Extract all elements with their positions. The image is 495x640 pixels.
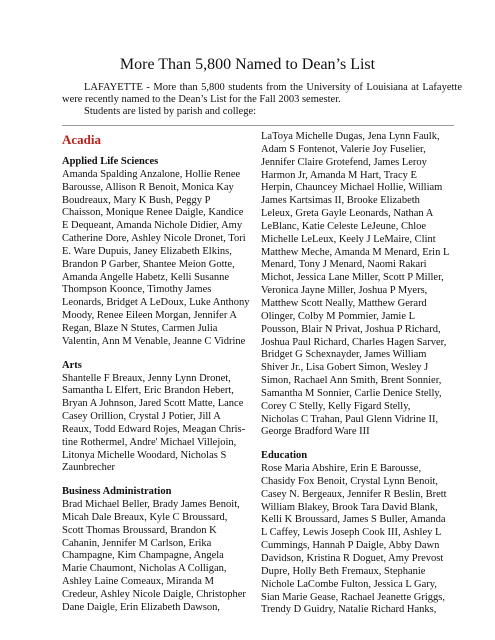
name-list-line: George Bradford Ware III	[261, 426, 370, 438]
name-list-line: Chasidy Fox Benoit, Crystal Lynn Benoit,	[261, 475, 439, 487]
name-list-line: Bryan A Johnson, Jared Scott Matte, Lance	[62, 398, 244, 410]
name-list-line: Veronica Jayne Miller, Joshua P Myers,	[261, 285, 428, 297]
name-list-line: L Caffey, Lewis Joseph Cook III, Ashley L	[261, 527, 442, 539]
name-list-line: William Blakey, Brook Tara David Blank,	[261, 501, 438, 513]
article-title: More Than 5,800 Named to Dean’s List	[119, 56, 376, 73]
name-list-line: E. Ware Dupuis, Janey Elizabeth Elkins,	[62, 245, 232, 257]
names-applied-life-sciences	[62, 168, 250, 349]
name-list-line: LeBlanc, Katie Celeste LeJeune, Chloe	[261, 220, 427, 232]
name-list-line: Zaunbrecher	[62, 462, 116, 474]
names-business-administration	[62, 499, 246, 615]
name-list-line: Shantelle F Breaux, Jenny Lynn Dronet,	[62, 372, 231, 384]
name-list-line: Pousson, Blair N Privat, Joshua P Richard,	[261, 323, 441, 335]
name-list-line: Nichole LaCombe Fulton, Jessica L Gary,	[261, 578, 437, 590]
section-divider	[62, 125, 454, 126]
name-list-line: Davidson, Kristina R Doguet, Amy Prevost	[261, 553, 444, 564]
name-list-line: Brad Michael Beller, Brady James Benoit,	[62, 499, 240, 511]
article-intro	[62, 82, 462, 119]
names-business-administration-continued	[261, 131, 456, 439]
name-list-line: Casey N. Bergeaux, Jennifer R Beslin, Brett	[261, 488, 447, 500]
college-heading-education: Education	[261, 450, 308, 462]
name-list-line: Harmon Jr, Amanda M Hart, Tracy E	[261, 169, 417, 181]
name-list-line: Leleux, Greta Gayle Leonards, Nathan A	[261, 208, 434, 220]
name-list-line: Olinger, Colby M Pommier, Jamie L	[261, 310, 416, 322]
intro-note: Students are listed by parish and college:	[84, 106, 257, 118]
name-list-line: Joshua Paul Richard, Charles Hagen Sarver,	[261, 336, 447, 348]
name-list-line: Michelle LeLeux, Keely J LeMaire, Clint	[261, 233, 436, 245]
name-list-line: Amanda Angelle Habetz, Kelli Susanne	[62, 271, 230, 283]
name-list-line: Regan, Blaze N Stutes, Carmen Julia	[62, 322, 218, 334]
college-heading-business-administration: Business Administration	[62, 486, 172, 498]
college-heading-arts: Arts	[62, 359, 82, 371]
name-list-line: Bridget G Schexnayder, James William	[261, 349, 427, 361]
names-arts	[62, 373, 246, 476]
name-list-line: Dupre, Holly Beth Fremaux, Stephanie	[261, 565, 426, 577]
name-list-line: Champagne, Kim Champagne, Angela	[62, 550, 224, 562]
name-list-line: Amanda Spalding Anzalone, Hollie Renee	[62, 168, 241, 180]
intro-paragraph: LAFAYETTE - More than 5,800 students from the University of Louisiana at Lafayette were recently named to the Dean’s List for the Fall 2003 semester.	[62, 82, 462, 106]
name-list-line: Marie Chaumont, Nicholas A Colligan,	[62, 563, 227, 575]
name-list-line: E Dequeant, Amanda Nichole Didier, Amy	[62, 220, 243, 232]
name-list-line: Valentin, Ann M Venable, Jeanne C Vidrine	[62, 335, 246, 347]
name-list-line: Menard, Tony J Menard, Naomi Rakari	[261, 259, 427, 271]
college-heading-applied-life-sciences: Applied Life Sciences	[62, 156, 159, 167]
name-list-line: James Kartsimas II, Brooke Elizabeth	[261, 195, 420, 207]
name-list-line: Kelli K Broussard, James S Buller, Amanda	[261, 514, 446, 526]
name-list-line: Cummings, Hannah P Daigle, Abby Dawn	[261, 540, 440, 552]
name-list-line: Corey C Stelly, Kelly Figard Stelly,	[261, 400, 411, 412]
name-list-line: Sian Marie Gease, Rachael Jeanette Griggs,	[261, 591, 445, 603]
name-list-line: tine Rothermel, Andre' Michael Villejoin,	[62, 436, 237, 448]
name-list-line: Adam S Fontenot, Valerie Joy Fuselier,	[261, 143, 426, 155]
name-list-line: LaToya Michelle Dugas, Jena Lynn Faulk,	[261, 131, 440, 142]
name-list-line: Dane Daigle, Erin Elizabeth Dawson,	[62, 601, 221, 613]
name-list-line: Shiver Jr., Lisa Gobert Simon, Wesley J	[261, 362, 429, 374]
name-list-line: Samantha L Elfert, Eric Brandon Hebert,	[62, 385, 234, 397]
name-list-line: Barousse, Allison R Benoit, Monica Kay	[62, 181, 234, 193]
name-list-line: Matthew Meche, Amanda M Menard, Erin L	[261, 246, 450, 258]
name-list-line: Trendy D Guidry, Natalie Richard Hanks,	[261, 604, 437, 616]
name-list-line: Litonya Michelle Woodard, Nicholas S	[62, 449, 227, 461]
name-list-line: Credeur, Ashley Nicole Daigle, Christopher	[62, 589, 246, 600]
name-list-line: Boudreaux, Mary K Bush, Peggy P	[62, 194, 211, 206]
right-column	[261, 131, 456, 628]
name-list-line: Herpin, Chauncey Michael Hollie, William	[261, 182, 443, 194]
name-list-line: Nicholas C Trahan, Paul Glenn Vidrine II,	[261, 413, 439, 425]
name-list-line: Micah Dale Breaux, Kyle C Broussard,	[62, 511, 228, 523]
name-list-line: Catherine Dore, Ashley Nicole Dronet, Tori	[62, 233, 246, 245]
name-list-line: Leonards, Bridget A LeDoux, Luke Anthony	[62, 297, 250, 309]
name-list-line: Michot, Jessica Lane Miller, Scott P Miller,	[261, 272, 444, 284]
name-list-line: Jennifer Claire Grotefend, James Leroy	[261, 156, 427, 168]
name-list-line: Simon, Rachael Ann Smith, Brent Sonnier,	[261, 375, 442, 387]
name-list-line: Samantha M Sonnier, Carlie Denice Stelly,	[261, 387, 442, 399]
name-list-line: Moody, Renee Eileen Morgan, Jennifer A	[62, 310, 237, 322]
name-list-line: Matthew Scott Neally, Matthew Gerard	[261, 297, 427, 309]
name-list-line: Rose Maria Abshire, Erin E Barousse,	[261, 463, 422, 475]
parish-heading: Acadia	[62, 132, 101, 147]
name-list-line: Chaisson, Monique Renee Daigle, Kandice	[62, 207, 244, 219]
name-list-line: Casey Orillion, Crystal J Potier, Jill A	[62, 411, 221, 423]
name-list-line: Thompson Koonce, Timothy James	[62, 284, 212, 296]
name-list-line: Brandon P Garber, Shantee Meion Gotte,	[62, 258, 235, 270]
name-list-line: Reaux, Todd Edward Rojes, Meagan Chris-	[62, 423, 246, 435]
name-list-line: Ashley Laine Comeaux, Miranda M	[62, 576, 214, 588]
name-list-line: Cahanin, Jennifer M Carlson, Erika	[62, 537, 212, 549]
left-column	[62, 130, 250, 626]
names-education	[261, 463, 456, 617]
name-list-line: Scott Thomas Broussard, Brandon K	[62, 524, 217, 536]
